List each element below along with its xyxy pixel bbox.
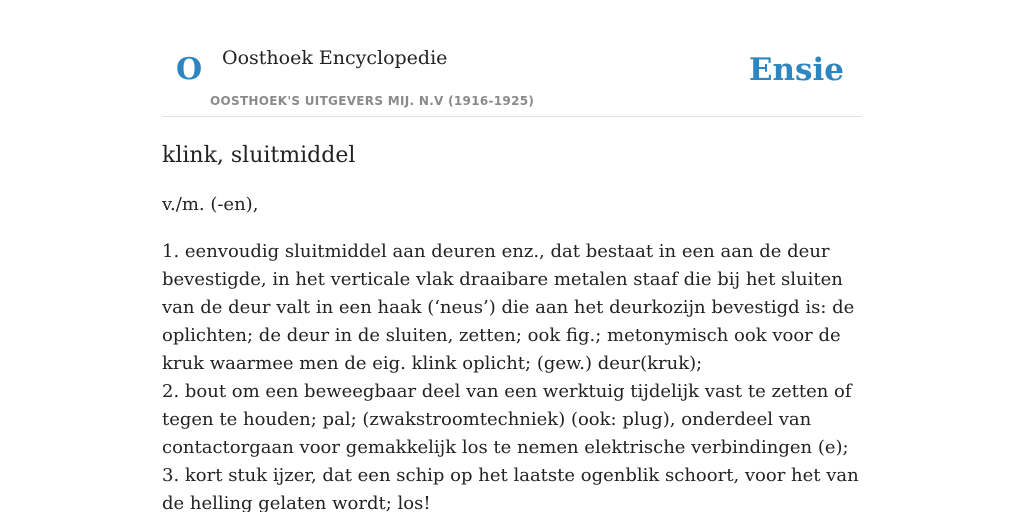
ensie-brand-link[interactable]: Ensie <box>748 52 844 88</box>
entry-grammar: v./m. (-en), <box>162 194 259 215</box>
site-title[interactable]: Oosthoek Encyclopedie <box>222 47 448 69</box>
definition-item: 3. kort stuk ijzer, dat een schip op het laatste ogenblik schoort, voor het van de helling gelaten wordt; los! <box>162 465 859 512</box>
publisher-subtitle: OOSTHOEK'S UITGEVERS MIJ. N.V (1916-1925) <box>210 94 535 108</box>
page <box>162 0 862 512</box>
definition-item: 2. bout om een beweegbaar deel van een werktuig tijdelijk vast te zetten of tegen te houden; pal; (zwakstroomtechniek) (ook: plug), onderdeel van contactorgaan voor gemakkelijk los te nemen elektrische verbindingen (e); <box>162 381 852 458</box>
definition-list <box>162 238 862 512</box>
logo-letter[interactable]: O <box>176 52 203 87</box>
definition-item: 1. eenvoudig sluitmiddel aan deuren enz., dat bestaat in een aan de deur bevestigde, in het verticale vlak draaibare metalen staaf die bij het sluiten van de deur valt in een haak (‘neus’) die aan het deurkozijn bevestigd is: de oplichten; de deur in de sluiten, zetten; ook fig.; metonymisch ook voor de kruk waarmee men de eig. klink oplicht; (gew.) deur(kruk); <box>162 241 855 374</box>
site-header <box>162 0 862 117</box>
entry-headword: klink, sluitmiddel <box>162 143 356 168</box>
entry-content <box>162 141 862 512</box>
